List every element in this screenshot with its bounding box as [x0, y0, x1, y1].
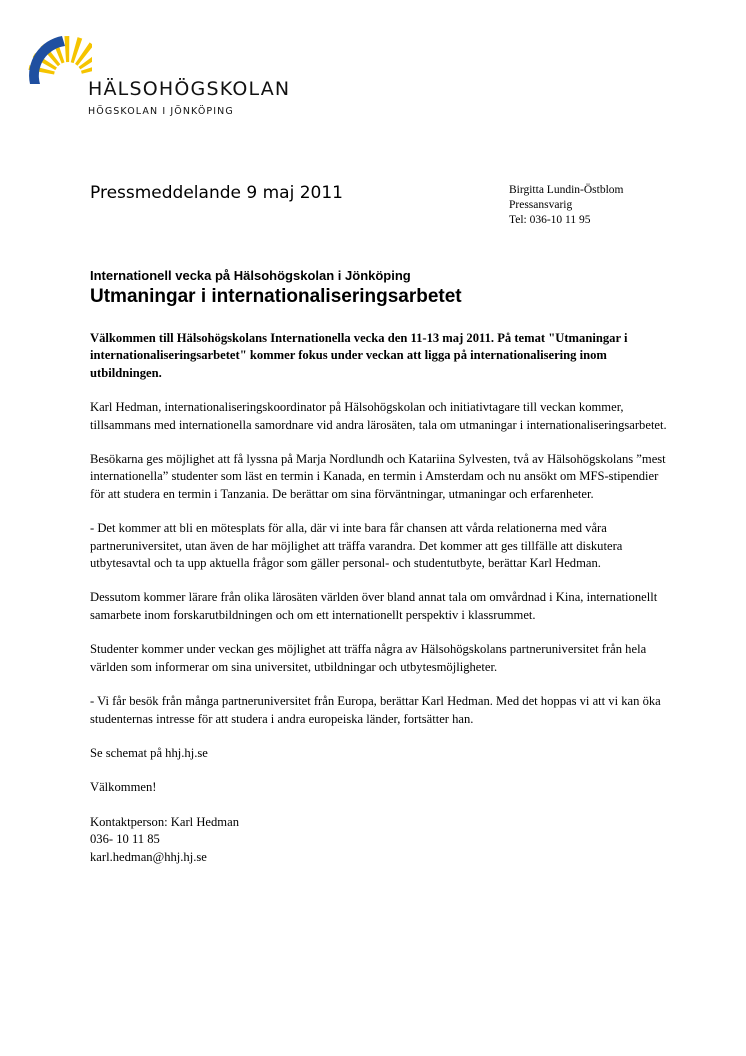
press-contact [509, 183, 623, 228]
article-body [90, 330, 670, 866]
welcome-note: Välkommen! [90, 780, 157, 795]
contact-person: Kontaktperson: Karl Hedman [90, 814, 239, 829]
sun-ray-icon [64, 36, 69, 62]
paragraph: - Vi får besök från många partneruniversitet från Europa, berättar Karl Hedman. Med det hoppas vi att vi kan öka studenternas intresse för att studera i andra europeiska länder, fortsätter han. [90, 694, 661, 726]
press-contact-phone: Tel: 036-10 11 95 [509, 214, 591, 226]
sun-logo-icon [28, 30, 92, 90]
paragraph: Besökarna ges möjlighet att få lyssna på Marja Nordlundh och Katariina Sylvesten, två av Hälsohögskolans ”mest internationella” studenter som läst en termin i Kanada, en termin i Amsterdam och nu ansökt om MFS-stipendier för att studera en termin i Tanzania. De berättar om sina förväntningar, utmaningar och erfarenheter. [90, 452, 666, 501]
schedule-note: Se schemat på hhj.hj.se [90, 745, 208, 760]
paragraph: Karl Hedman, internationaliseringskoordinator på Hälsohögskolan och initiativtagare till veckan kommer, tillsammans med internationella samordnare vid andra lärosäten, tala om utmaningar i internationaliseringsarbetet. [90, 400, 667, 432]
paragraph: Dessutom kommer lärare från olika lärosäten världen över bland annat tala om omvårdnad i Kina, internationellt samarbete inom forskarutbildningen och om ett internationellt perspektiv i klassrummet. [90, 590, 658, 622]
contact-phone: 036- 10 11 85 [90, 832, 160, 847]
article-headline: Utmaningar i internationaliseringsarbetet [90, 286, 462, 307]
paragraph: - Det kommer att bli en mötesplats för alla, där vi inte bara får chansen att vårda relationerna med våra partneruniversitet, utan även de har möjlighet att träffa varandra. Det kommer att ges tillfälle att diskutera utbytesavtal och ta upp aktuella frågor som gäller personal- och studentutbyte, berättar Karl Hedman. [90, 521, 623, 571]
paragraph: Studenter kommer under veckan ges möjlighet att träffa några av Hälsohögskolans partneruniversitet från hela världen som informerar om sina universitet, utbildningar och utbytesmöjligheter. [90, 642, 647, 674]
article-lead: Välkommen till Hälsohögskolans Internationella vecka den 11-13 maj 2011. På temat "Utmaningar i internationaliseringsarbetet" kommer fokus under veckan att ligga på internationalisering inom utbildningen. [90, 331, 628, 380]
logo-name: HÄLSOHÖGSKOLAN [88, 78, 291, 100]
contact-email: karl.hedman@hhj.hj.se [90, 849, 207, 864]
logo-subtitle: HÖGSKOLAN I JÖNKÖPING [88, 106, 234, 117]
press-contact-name: Birgitta Lundin-Östblom [509, 184, 624, 196]
logo [28, 30, 328, 122]
press-contact-role: Pressansvarig [509, 199, 573, 211]
press-release-title: Pressmeddelande 9 maj 2011 [90, 183, 343, 203]
article-kicker: Internationell vecka på Hälsohögskolan i Jönköping [90, 268, 411, 283]
